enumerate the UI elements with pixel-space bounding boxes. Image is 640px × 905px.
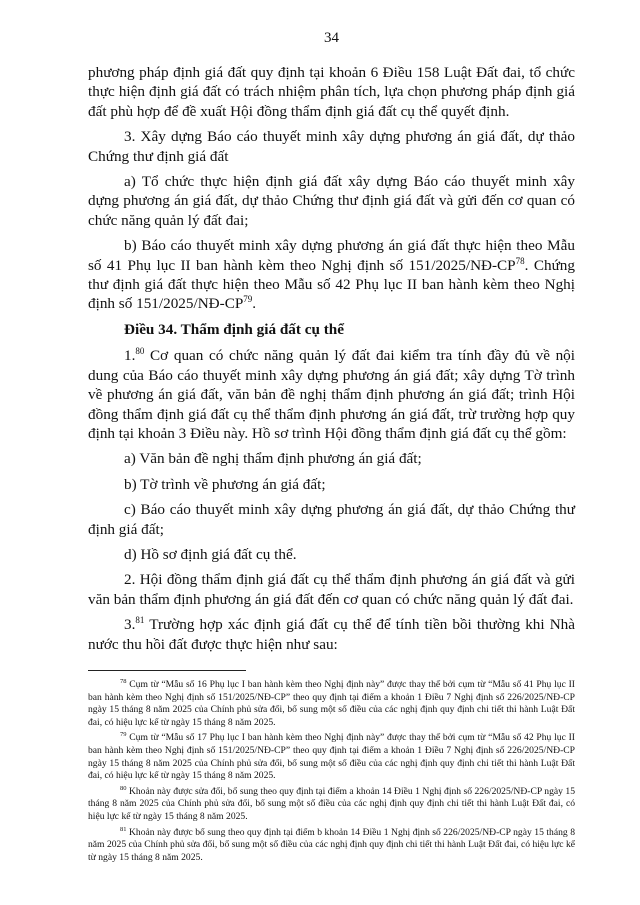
paragraph: 3. Xây dựng Báo cáo thuyết minh xây dựng phương án giá đất, dự thảo Chứng thư định giá đất	[88, 128, 575, 165]
paragraph: phương pháp định giá đất quy định tại khoản 6 Điều 158 Luật Đất đai, tổ chức thực hiện định giá đất có trách nhiệm phân tích, lựa chọn phương pháp định giá đất phù hợp để đề xuất Hội đồng thẩm định giá đất cụ thể quyết định.	[88, 64, 575, 120]
paragraph: b) Báo cáo thuyết minh xây dựng phương án giá đất thực hiện theo Mẫu số 41 Phụ lục II ban hành kèm theo Nghị định số 151/2025/NĐ-CP$^{78}$. Chứng thư định giá đất thực hiện theo Mẫu số 42 Phụ lục II ban hành kèm theo Nghị định số 151/2025/NĐ-CP$^{79}$.	[88, 237, 575, 313]
page-number: 34	[324, 30, 339, 46]
list-item: d) Hồ sơ định giá đất cụ thể.	[124, 545, 297, 563]
footnote: $^{79}$ Cụm từ “Mẫu số 17 Phụ lục I ban hành kèm theo Nghị định này” được thay thế bởi cụm từ “Mẫu số 42 Phụ lục II ban hành kèm theo Nghị định số 151/2025/NĐ-CP” theo quy định tại điểm a khoản 1 Điều 7 Nghị định số 226/2025/NĐ-CP ngày 15 tháng 8 năm 2025 của Chính phủ sửa đổi, bổ sung một số điều của các nghị định quy định chi tiết thi hành Luật Đất đai, có hiệu lực kể từ ngày 15 tháng 8 năm 2025.	[88, 731, 575, 782]
footnote-ref[interactable]: 78	[515, 255, 525, 266]
list-item: c) Báo cáo thuyết minh xây dựng phương án giá đất, dự thảo Chứng thư định giá đất;	[88, 501, 575, 538]
paragraph: 3.81 Trường hợp xác định giá đất cụ thể để tính tiền bồi thường khi Nhà nước thu hồi đất được thực hiện như sau:	[88, 615, 575, 653]
article-heading: Điều 34. Thẩm định giá đất cụ thể	[124, 320, 344, 338]
footnote-ref[interactable]: 80	[135, 346, 145, 357]
paragraph: 2. Hội đồng thẩm định giá đất cụ thể thẩm định phương án giá đất và gửi văn bản thẩm định phương án giá đất đến cơ quan có chức năng quản lý đất đai.	[88, 571, 575, 608]
footnote-ref[interactable]: 81	[135, 615, 145, 626]
paragraph: a) Tổ chức thực hiện định giá đất xây dựng Báo cáo thuyết minh xây dựng phương án giá đất, dự thảo Chứng thư định giá đất và gửi đến cơ quan có chức năng quản lý đất đai;	[88, 173, 575, 229]
list-item: b) Tờ trình về phương án giá đất;	[124, 475, 326, 493]
footnote: $^{78}$ Cụm từ “Mẫu số 16 Phụ lục I ban hành kèm theo Nghị định này” được thay thế bởi cụm từ “Mẫu số 41 Phụ lục II ban hành kèm theo Nghị định số 151/2025/NĐ-CP” theo quy định tại điểm a khoản 1 Điều 7 Nghị định số 226/2025/NĐ-CP ngày 15 tháng 8 năm 2025 của Chính phủ sửa đổi, bổ sung một số điều của các nghị định quy định chi tiết thi hành Luật Đất đai, có hiệu lực kể từ ngày 15 tháng 8 năm 2025.	[88, 677, 575, 728]
document-page	[88, 30, 575, 867]
footnote-ref[interactable]: 79	[243, 294, 253, 305]
footnote: $^{80}$ Khoản này được sửa đổi, bổ sung theo quy định tại điểm a khoản 14 Điều 1 Nghị định số 226/2025/NĐ-CP ngày 15 tháng 8 năm 2025 của Chính phủ sửa đổi, bổ sung một số điều của các nghị định quy định chi tiết thi hành Luật Đất đai, có hiệu lực kể từ ngày 15 tháng 8 năm 2025.	[88, 784, 575, 822]
list-item: a) Văn bản đề nghị thẩm định phương án giá đất;	[124, 450, 422, 468]
footnote-separator	[88, 670, 246, 671]
footnote: $^{81}$ Khoản này được bổ sung theo quy định tại điểm b khoản 14 Điều 1 Nghị định số 226/2025/NĐ-CP ngày 15 tháng 8 năm 2025 của Chính phủ sửa đổi, bổ sung một số điều của các nghị định quy định chi tiết thi hành Luật Đất đai, có hiệu lực kể từ ngày 15 tháng 8 năm 2025.	[88, 825, 575, 863]
paragraph: 1.80 Cơ quan có chức năng quản lý đất đai kiểm tra tính đầy đủ về nội dung của Báo cáo thuyết minh xây dựng phương án giá đất; xây dựng Tờ trình về phương án giá đất, văn bản đề nghị thẩm định phương án giá đất; trình Hội đồng thẩm định giá đất cụ thể thẩm định phương án giá đất, trừ trường hợp quy định tại khoản 3 Điều này. Hồ sơ trình Hội đồng thẩm định giá đất cụ thể gồm:	[88, 346, 575, 442]
